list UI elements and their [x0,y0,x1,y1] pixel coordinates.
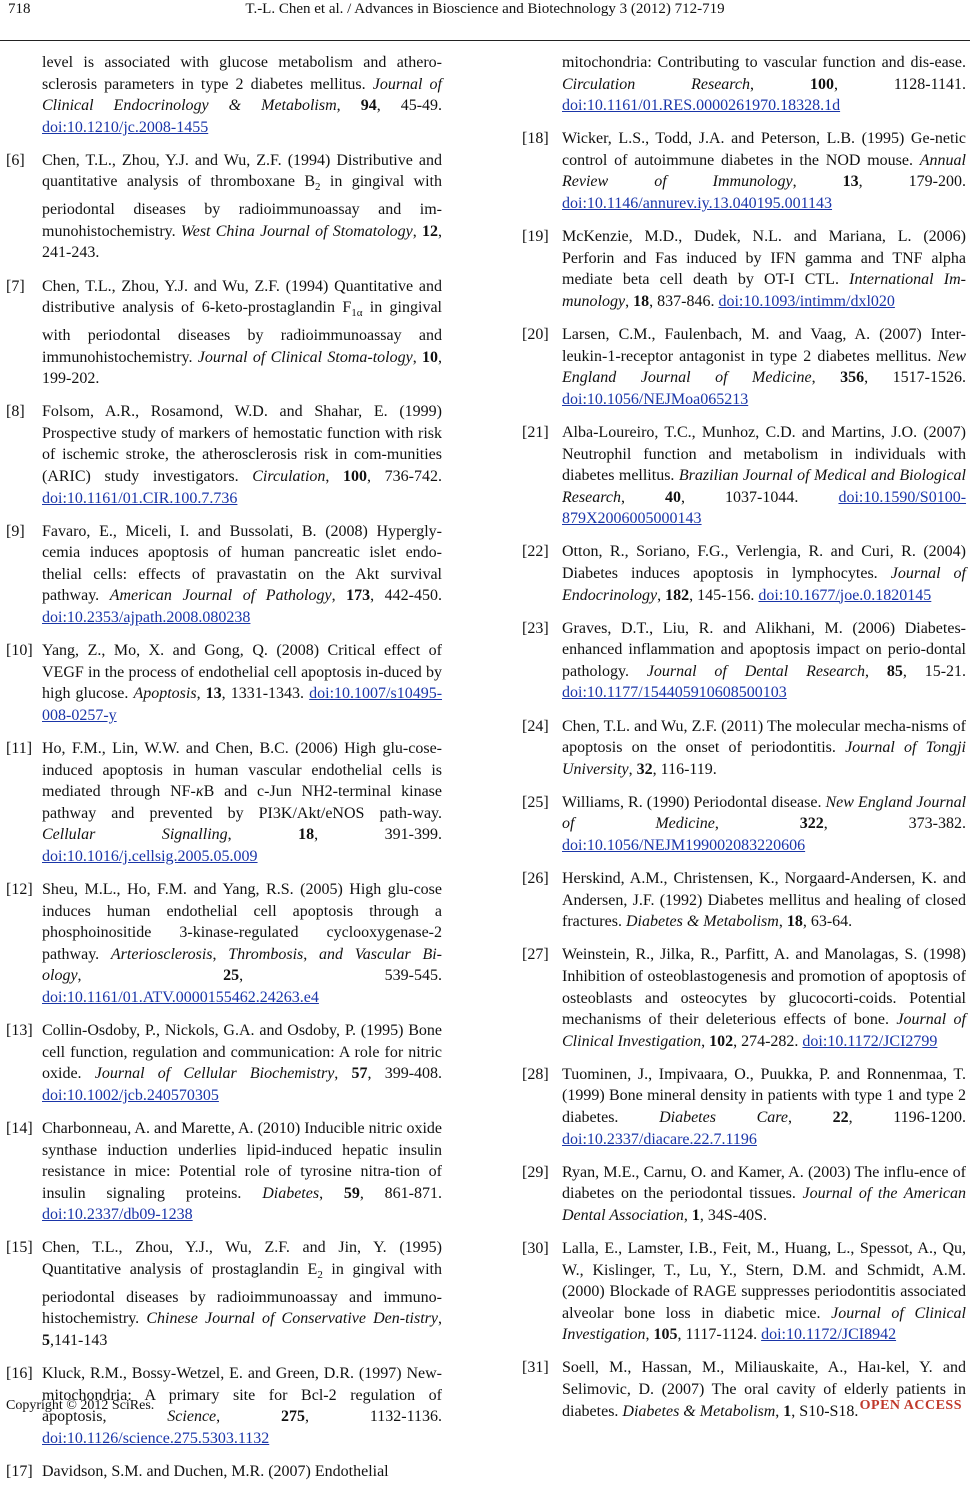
journal-title: Circulation [252,467,326,485]
subscript: 1α [351,307,363,320]
reference-text [562,1238,966,1346]
reference-segment: , [227,826,299,844]
subscript: 2 [317,1269,323,1282]
reference-text [42,1461,442,1483]
reference-segment: Yang, Z., Mo, X. and Gong, Q. (2008) Critical effect of VEGF in the process of endothelial cell apoptosis in-duced by high glucose. [42,642,442,703]
journal-title: Brazilian Journal of Medical and Biological Research [562,467,967,506]
volume-number: 22 [832,1109,849,1127]
reference-entry [6,1118,442,1226]
reference-segment: , [412,348,423,366]
reference-segment: Ryan, M.E., Carnu, O. and Kamer, A. (2003) The influ-ence of diabetes on the periodontal tissues. [562,1163,966,1203]
reference-number: [21] [522,423,549,441]
reference-number: [7] [6,277,25,295]
volume-number: 105 [653,1326,678,1344]
reference-segment: Soell, M., Hassan, M., Miliauskaite, A., Haı-kel, Y. and Selimovic, D. (2007) The oral cavity of elderly patients in diabetes. [562,1359,966,1420]
reference-text [562,541,966,606]
doi-link[interactable]: doi:10.1177/154405910608500103 [562,684,787,702]
volume-number: 32 [636,760,653,778]
reference-entry [522,52,966,117]
reference-segment: , 241-243. [42,222,442,262]
reference-segment: , [620,488,665,506]
reference-entry [6,401,442,509]
reference-segment: , [319,1184,344,1202]
reference-segment: , [865,662,887,680]
open-access-label: OPEN ACCESS [859,1398,962,1413]
journal-title: Arteriosclerosis [110,945,213,963]
reference-segment: , 1117-1124. [677,1326,762,1344]
journal-title: Diabetes & Metabolism [625,913,779,931]
reference-segment: Graves, D.T., Liu, R. and Alikhani, M. (2006) Diabetes-enhanced inflammation and apoptosis impact on perio-dontal pathology. [562,619,966,680]
reference-entry [522,422,966,530]
reference-segment: level is associated with glucose metabolism and athero-sclerosis parameters in type 2 diabetes mellitus. [42,54,442,93]
reference-number: [20] [522,326,549,344]
reference-entry [522,226,966,312]
reference-segment: Sheu, M.L., Ho, F.M. and Yang, R.S. (2005) High glu-cose induces human endothelial cell apoptosis through a phosphoinositide 3-kinase-regulated cyclooxygenase-2 pathway. [42,881,442,963]
reference-segment: , 539-545. [239,967,442,985]
reference-number: [26] [522,870,549,888]
reference-entry [6,52,442,138]
journal-title: and Vascular Bi-ology [42,945,442,985]
reference-text [42,276,442,390]
reference-number: [10] [6,642,33,660]
reference-segment: , [683,1206,692,1224]
reference-number: [23] [522,619,549,637]
reference-segment: Charbonneau, A. and Marette, A. (2010) Inducible nitric oxide synthase induction underlies lipid-induced hepatic insulin resistance in mice: Potential role of tyrosine nitra-tion of insulin signaling proteins. [42,1120,442,1202]
reference-number: [17] [6,1463,33,1480]
reference-segment: Chen, T.L., Zhou, Y.J., Wu, Z.F. and Jin, Y. (1995) Quantitative analysis of prostaglandin E [42,1239,442,1279]
reference-entry [522,716,966,781]
reference-segment: Folsom, A.R., Rosamond, W.D. and Shahar, E. (1999) Prospective study of markers of hemostatic function with risk of ischemic stroke, the atherosclerosis risk in com-munities (ARIC) study investigators. [42,403,442,485]
volume-number: 100 [809,75,834,93]
reference-segment: Tuominen, J., Impivaara, O., Puukka, P. and Ronnenmaa, T. (1999) Bone mineral density in patients with type 1 and type 2 diabetes. [562,1065,966,1127]
reference-segment: , [645,1326,654,1344]
volume-number: 356 [840,369,865,387]
reference-entry [522,618,966,704]
reference-number: [12] [6,881,33,899]
reference-segment: , 116-119. [652,760,717,778]
reference-number: [30] [522,1240,549,1257]
reference-entry [522,1162,966,1227]
reference-text [42,640,442,726]
reference-segment: , S10-S18. [791,1402,859,1420]
journal-title: International Im-munology [562,271,967,310]
reference-text [562,792,966,857]
reference-segment: , 179-200. [858,173,967,191]
volume-number: 1 [691,1206,700,1224]
reference-segment: , 1037-1044. [681,488,839,506]
reference-text [42,1237,442,1351]
reference-segment: Williams, R. (1990) Periodontal disease. [562,793,826,811]
reference-segment: , 736-742. [367,467,443,485]
reference-entry [6,1461,442,1483]
journal-title: Circulation Research [562,75,751,93]
reference-text [562,324,966,410]
journal-title: Apoptosis [133,685,197,703]
doi-link[interactable]: doi:10.1161/01.RES.0000261970.18328.1d [562,97,841,115]
doi-link[interactable]: doi:10.2353/ajpath.2008.080238 [42,609,251,627]
reference-segment: , [787,1109,833,1127]
journal-title: American Journal of Pathology [109,587,332,605]
reference-segment: Otton, R., Soriano, F.G., Verlengia, R. and Curi, R. (2004) Diabetes induces apoptosis in lymphocytes. [562,543,966,582]
reference-number: [27] [522,946,549,964]
reference-segment: Chen, T.L. and Wu, Z.F. (2011) The molecular mecha-nisms of apoptosis on the onset of periodontitis. [562,717,966,757]
volume-number: 85 [886,662,903,680]
reference-segment: , [811,369,841,387]
volume-number: 18 [786,913,803,931]
reference-entry [6,1020,442,1106]
volume-number: 173 [346,587,371,605]
reference-segment: Chen, T.L., Zhou, Y.J. and Wu, Z.F. (1994) Quantitative and distributive analysis of 6-keto-prostaglandin F [42,277,442,317]
reference-text [42,401,442,509]
doi-link[interactable]: doi:10.1126/science.275.5303.1132 [42,1429,270,1447]
reference-segment: Larsen, C.M., Faulenbach, M. and Vaag, A. (2007) Inter-leukin-1-receptor antagonist in type 2 diabetes mellitus. [562,326,966,365]
reference-number: [11] [6,740,33,757]
journal-title: Journal of Clinical Stoma-tology [197,348,413,366]
reference-number: [31] [522,1359,549,1377]
volume-number: 13 [205,685,222,703]
reference-segment: , [792,173,843,191]
reference-segment: , 861-871. [359,1184,443,1202]
reference-segment: , [325,467,344,485]
reference-segment: , 837-846. [649,292,719,310]
reference-segment: , [212,945,229,963]
volume-number: 94 [360,97,377,115]
journal-title: Journal of Endocrinology [562,564,966,604]
reference-text [42,521,442,629]
volume-number: 57 [351,1065,368,1083]
reference-segment: , [334,1065,352,1083]
reference-text [562,868,966,933]
volume-number: 100 [343,467,368,485]
volume-number: 275 [281,1408,306,1426]
reference-entry [522,541,966,606]
journal-title: Annual Review of Immunology [562,151,966,191]
reference-number: [15] [6,1239,33,1257]
journal-title: Science [167,1408,217,1426]
reference-text [562,1162,966,1227]
reference-text [562,1064,966,1150]
reference-segment: , 199-202. [42,348,443,388]
reference-number: [13] [6,1022,33,1040]
reference-segment: , [77,967,224,985]
reference-entry [522,944,966,1052]
journal-title: Journal of Clinical Investigation [562,1011,966,1050]
reference-segment: , 34S-40S. [699,1206,768,1224]
doi-link[interactable]: doi:10.1210/jc.2008-1455 [42,118,209,136]
reference-text [562,716,966,781]
volume-number: 182 [665,586,690,604]
volume-number: 12 [422,222,438,240]
reference-segment: Wicker, L.S., Todd, J.A. and Peterson, L.B. (1995) Ge-netic control of autoimmune diabetes in the NOD mouse. [562,130,966,169]
reference-segment: McKenzie, M.D., Dudek, N.L. and Mariana, L. (2006) Perforin and Fas induced by IFN gamma and TNF alpha mediate beta cell death by OT-I CTL. [562,228,966,289]
journal-title: Diabetes & Metabolism [622,1402,776,1420]
reference-text [42,1020,442,1106]
journal-title: Cellular Signalling [42,826,228,844]
reference-entry [6,276,442,390]
reference-segment: Collin-Osdoby, P., Nickols, G.A. and Osdoby, P. (1995) Bone cell function, regulation and communication: A role for nitric oxide. [42,1022,442,1083]
doi-link[interactable]: doi:10.1677/joe.0.1820145 [758,586,932,604]
reference-number: [9] [6,522,25,540]
reference-entry [522,792,966,857]
journal-title: Journal of the American Dental Association [562,1185,966,1224]
reference-segment: , [196,685,206,703]
volume-number: 13 [842,173,859,191]
volume-number: 40 [665,488,681,506]
running-title: T.-L. Chen et al. / Advances in Bioscience and Biotechnology 3 (2012) 712-719 [245,1,725,17]
reference-segment: , [412,222,422,240]
doi-link[interactable]: doi:10.1002/jcb.240570305 [42,1086,219,1104]
reference-entry [6,738,442,868]
reference-segment: B and c-Jun NH2-terminal kinase pathway and prevented by PI3K/Akt/eNOS path-way. [42,783,442,822]
references-left-column [6,52,442,1494]
journal-title: New England Journal of Medicine [562,347,966,387]
reference-number: [22] [522,543,549,561]
page-number: 718 [8,1,31,17]
volume-number: 25 [223,967,240,985]
reference-segment: Ho, F.M., Lin, W.W. and Chen, B.C. (2006) High glu-cose-induced apoptosis in human vascular endothelial cells is mediated through NF- [42,740,442,801]
reference-segment: in gingival with periodontal diseases by radioimmunoassay and im-munohistochemistry. [42,173,443,240]
journal-title: Diabetes [262,1184,320,1202]
reference-text [562,128,966,214]
reference-segment: in gingival with periodontal diseases by radioimmunoassay and immunohistochemistry. [42,299,442,366]
reference-text [522,52,966,117]
reference-text [42,738,442,868]
reference-segment: in gingival with periodontal diseases by radioimmunoassay and immuno-histochemistry. [42,1261,443,1328]
reference-segment: Chen, T.L., Zhou, Y.J. and Wu, Z.F. (1994) Distributive and quantitative analysis of thromboxane B [42,151,442,191]
volume-number: 10 [422,348,439,366]
reference-entry [6,640,442,726]
reference-number: [25] [522,793,549,811]
reference-text [562,618,966,704]
reference-number: [29] [522,1163,549,1181]
subscript: 2 [315,181,321,194]
reference-segment: Alba-Loureiro, T.C., Munhoz, C.D. and Martins, J.O. (2007) Neutrophil function and metabolism in individuals with diabetes mellitus. [562,423,966,485]
reference-number: [14] [6,1120,33,1137]
reference-number: [8] [6,403,25,421]
reference-segment: , [701,1032,710,1050]
reference-segment: , 63-64. [802,913,853,931]
reference-segment: , 442-450. [370,587,443,605]
journal-title: Journal of Clinical Investigation [562,1304,966,1344]
reference-number: [19] [522,228,549,246]
reference-segment: , [336,97,361,115]
journal-title: West China Journal of Stomatology [180,222,413,240]
reference-segment: , [714,815,800,833]
journal-title: Journal of Tongji University [562,739,966,778]
reference-entry [522,324,966,410]
reference-segment: , [216,1408,282,1426]
reference-segment: , 45-49. [376,97,443,115]
reference-entry [522,868,966,933]
doi-link[interactable]: doi:10.1161/01.CIR.100.7.736 [42,489,238,507]
reference-segment: , [331,587,347,605]
references-right-column [522,52,967,1434]
reference-segment: Kluck, R.M., Bossy-Wetzel, E. and Green, D.R. (1997) New-mitochondria: A primary site for Bcl-2 regulation of apoptosis, [42,1365,442,1426]
reference-segment: , 1128-1141. [833,75,967,93]
doi-link[interactable]: doi:10.2337/db09-1238 [42,1206,193,1224]
reference-number: [16] [6,1365,33,1383]
reference-segment: , [750,75,810,93]
volume-number: 1 [783,1402,792,1420]
doi-link[interactable]: doi:10.2337/diacare.22.7.1196 [562,1130,757,1148]
journal-title: Journal of Clinical Endocrinology & Metabolism [42,75,443,115]
page-header [0,0,970,41]
volume-number: 322 [799,815,824,833]
reference-entry [522,1238,966,1346]
reference-segment: , 391-399. [314,826,442,844]
reference-text [562,422,966,530]
reference-segment: ,141-143 [50,1332,108,1350]
reference-segment: , [625,292,634,310]
reference-entry [522,1064,966,1150]
volume-number: 102 [709,1032,734,1050]
reference-text [42,1118,442,1226]
doi-link[interactable]: doi:10.1016/j.cellsig.2005.05.009 [42,847,258,865]
journal-title: Journal of Cellular Biochemistry [94,1065,335,1083]
reference-segment: , [778,913,787,931]
reference-segment: Davidson, S.M. and Duchen, M.R. (2007) Endothelial [42,1463,389,1480]
doi-link[interactable]: doi:10.1590/S0100-879X2006005000143 [562,488,967,528]
reference-text [42,879,442,1009]
reference-segment: , 274-282. [733,1032,803,1050]
reference-segment: Lalla, E., Lamster, I.B., Feit, M., Huang, L., Spessot, A., Qu, W., Kislinger, T., Lu, Y., Stern, D.M. and Schmidt, A.M. (2000) Blockade of RAGE suppresses periodontitis associated alveolar bone loss in diabetic mice. [562,1240,966,1322]
reference-segment: , 1132-1136. [305,1408,443,1426]
reference-text [42,150,442,264]
reference-number: [18] [522,130,549,148]
journal-title: Journal of Dental Research [646,662,866,680]
reference-segment: Weinstein, R., Jilka, R., Parfitt, A. and Manolagas, S. (1998) Inhibition of osteoblastogenesis and promotion of apoptosis of osteoblasts and osteocytes by glucocorti-coids. Potential mechanisms of their deleterious effects of bone. [562,946,966,1029]
reference-segment: , 399-408. [367,1065,443,1083]
reference-entry [6,1237,442,1351]
journal-title: κ [195,783,204,801]
reference-entry [6,521,442,629]
reference-segment: , 1196-1200. [848,1109,966,1127]
reference-text [562,226,966,312]
reference-segment: , [303,945,319,963]
doi-link[interactable]: doi:10.1093/intimm/dxl020 [718,292,895,310]
copyright-notice: Copyright © 2012 SciRes. [6,1398,155,1413]
reference-segment: Herskind, A.M., Christensen, K., Norgaard-Andersen, K. and Andersen, J.F. (1992) Diabetes mellitus and healing of closed fractures. [562,870,966,931]
reference-segment: , 373-382. [823,815,967,833]
reference-entry [522,128,966,214]
reference-segment: mitochondria: Contributing to vascular function and dis-ease. [562,54,966,71]
reference-text [562,944,966,1052]
reference-number: [28] [522,1065,549,1083]
reference-segment: Favaro, E., Miceli, I. and Bussolati, B. (2008) Hypergly-cemia induces apoptosis of human pancreatic islet endo-thelial cells: effects of pravastatin on the Akt survival pathway. [42,522,442,605]
reference-segment: , 1331-1343. [221,685,310,703]
doi-link[interactable]: doi:10.1172/JCI2799 [802,1032,938,1050]
reference-segment: , [628,760,637,778]
journal-title: Thrombosis [228,945,304,963]
doi-link[interactable]: doi:10.1056/NEJM199002083220606 [562,837,806,854]
reference-number: [24] [522,717,549,735]
journal-title: New England Journal of Medicine [562,793,967,833]
journal-title: Diabetes Care [659,1109,788,1127]
volume-number: 59 [343,1184,360,1202]
reference-number: [6] [6,151,25,169]
journal-title: Chinese Journal of Conservative Den-tistry [146,1310,439,1328]
volume-number: 18 [298,826,315,844]
reference-segment: , [657,586,666,604]
doi-link[interactable]: doi:10.1146/annurev.iy.13.040195.001143 [562,195,833,213]
reference-entry [6,879,442,1009]
reference-segment: , [775,1402,784,1420]
volume-number: 18 [633,292,650,310]
reference-segment: , 15-21. [902,662,967,680]
reference-segment: , 1517-1526. [864,369,967,387]
volume-number: 5 [42,1332,50,1350]
reference-entry [6,150,442,264]
reference-segment: , [438,1310,443,1328]
doi-link[interactable]: doi:10.1056/NEJMoa065213 [562,390,749,408]
doi-link[interactable]: doi:10.1172/JCI8942 [761,1326,897,1344]
doi-link[interactable]: doi:10.1161/01.ATV.0000155462.24263.e4 [42,989,319,1007]
doi-link[interactable]: doi:10.1007/s10495-008-0257-y [42,685,443,724]
reference-segment: , 145-156. [689,586,759,604]
reference-text [6,52,442,138]
